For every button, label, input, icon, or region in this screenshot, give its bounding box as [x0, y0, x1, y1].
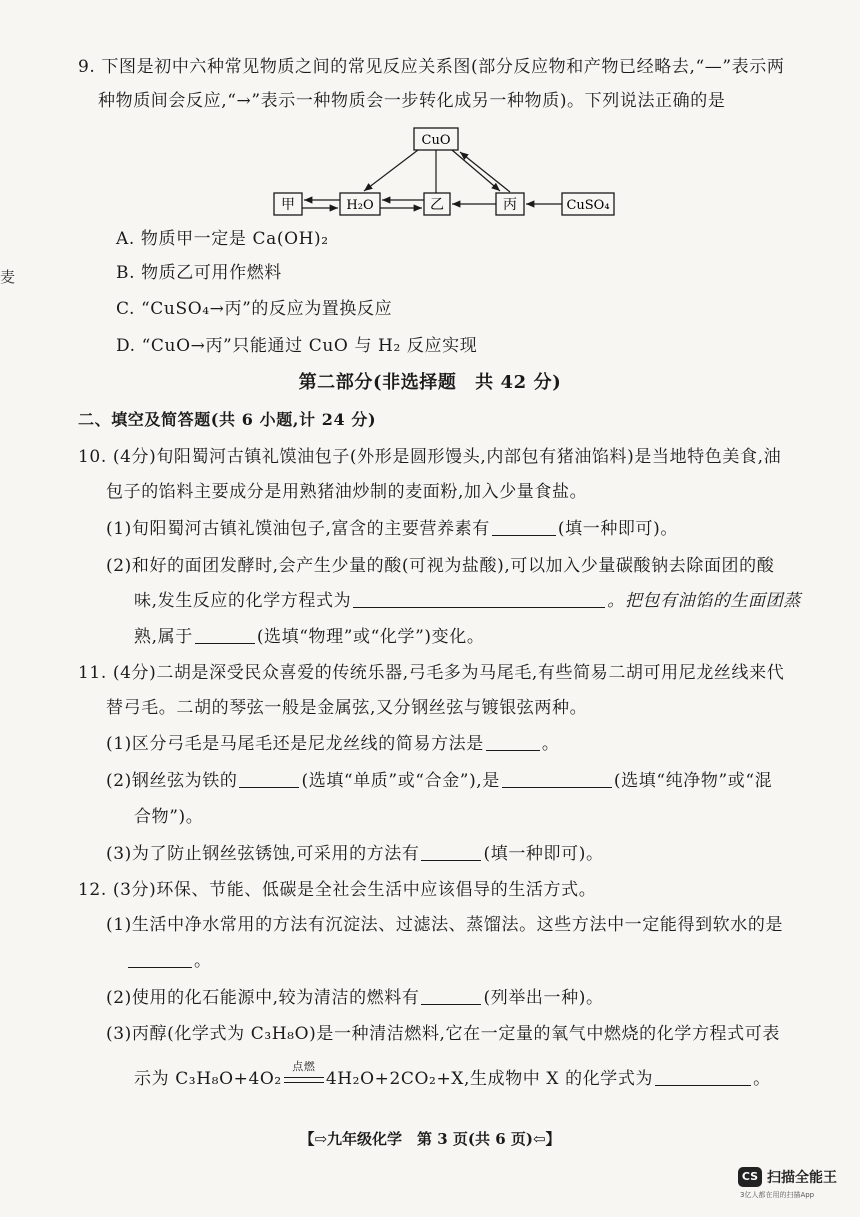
reaction-diagram — [0, 120, 860, 230]
q11-sub2-blank1[interactable] — [239, 771, 299, 788]
q10-sub1-blank[interactable] — [492, 519, 556, 536]
q12-sub3-tail: 。 — [753, 1069, 771, 1089]
logo-badge: CS — [738, 1167, 762, 1187]
q10-sub1-tail: (填一种即可)。 — [557, 519, 678, 539]
q11-sub1-text: (1)区分弓毛是马尾毛还是尼龙丝线的简易方法是 — [106, 734, 484, 754]
q11-sub2-mid: (选填“单质”或“合金”),是 — [301, 771, 500, 791]
label-cuo: CuO — [421, 133, 451, 148]
condition-label: 点燃 — [292, 1060, 316, 1073]
q10-sub1 — [106, 518, 678, 540]
part2-title: 第二部分(非选择题 共 42 分) — [298, 372, 562, 393]
arrow-cuo-to-h2o — [364, 150, 418, 191]
label-bing: 丙 — [503, 197, 517, 213]
q12-stem: 12. (3分)环保、节能、低碳是全社会生活中应该倡导的生活方式。 — [78, 880, 597, 900]
q12-sub2-tail: (列举出一种)。 — [483, 988, 604, 1008]
q10-sub2-choice: (选填“物理”或“化学”)变化。 — [256, 627, 485, 647]
logo-name: 扫描全能王 — [767, 1170, 837, 1186]
q12-sub2-blank[interactable] — [421, 988, 481, 1005]
q12-sub3-line2 — [134, 1060, 771, 1090]
label-h2o: H₂O — [346, 198, 374, 213]
q11-sub1-blank[interactable] — [486, 734, 540, 751]
q9-stem-line1: 9. 下图是初中六种常见物质之间的常见反应关系图(部分反应物和产物已经略去,“—”表示两 — [78, 57, 785, 77]
q10-sub2-line2 — [134, 590, 801, 612]
arrow-cuo-to-bing — [452, 150, 500, 191]
section-heading: 二、填空及简答题(共 6 小题,计 24 分) — [78, 410, 377, 429]
q9-stem-line2: 种物质间会反应,“→”表示一种物质会一步转化成另一种物质)。下列说法正确的是 — [98, 91, 726, 111]
q10-sub2-equation-blank[interactable] — [353, 591, 605, 608]
q9-option-a: A. 物质甲一定是 Ca(OH)₂ — [116, 229, 329, 249]
q11-sub3 — [106, 843, 604, 865]
reaction-condition — [282, 1060, 326, 1090]
q12-sub1-blank[interactable] — [128, 951, 192, 968]
q11-sub1-tail: 。 — [541, 734, 560, 754]
q12-sub1-line1: (1)生活中净水常用的方法有沉淀法、过滤法、蒸馏法。这些方法中一定能得到软水的是 — [106, 915, 784, 935]
q11-sub2-line2: 合物”)。 — [134, 807, 204, 827]
q11-sub3-tail: (填一种即可)。 — [483, 844, 604, 864]
q10-sub2-change-blank[interactable] — [195, 627, 255, 644]
q11-sub2-tail: (选填“纯净物”或“混 — [613, 771, 773, 791]
q11-sub2-blank2[interactable] — [502, 771, 612, 788]
q10-sub2-shu: 熟,属于 — [134, 627, 193, 647]
q12-sub1-tail: 。 — [194, 951, 212, 971]
q10-sub2-text: 味,发生反应的化学方程式为 — [134, 591, 352, 611]
q12-sub3-reactants: 示为 C₃H₈O+4O₂ — [134, 1069, 282, 1089]
margin-character: 麦 — [0, 268, 16, 286]
q11-sub2-line1 — [106, 770, 772, 792]
q12-sub3-blank[interactable] — [655, 1069, 751, 1086]
q9-option-d: D. “CuO→丙”只能通过 CuO 与 H₂ 反应实现 — [116, 336, 478, 356]
q12-sub2 — [106, 987, 604, 1009]
arrow-bing-to-cuo — [460, 152, 510, 192]
q9-option-c: C. “CuSO₄→丙”的反应为置换反应 — [116, 299, 393, 319]
q11-sub3-blank[interactable] — [421, 844, 481, 861]
logo-tagline: 3亿人都在用的扫描App — [740, 1191, 815, 1199]
q12-sub3-products: 4H₂O+2CO₂+X,生成物中 X 的化学式为 — [325, 1069, 654, 1089]
q11-sub2-text: (2)钢丝弦为铁的 — [106, 771, 238, 791]
q11-stem-line2: 替弓毛。二胡的琴弦一般是金属弦,又分钢丝弦与镀银弦两种。 — [106, 698, 588, 718]
q10-sub2-line1: (2)和好的面团发酵时,会产生少量的酸(可视为盐酸),可以加入少量碳酸钠去除面团的酸 — [106, 556, 775, 576]
label-yi: 乙 — [430, 197, 444, 213]
scanner-watermark — [738, 1165, 850, 1205]
q10-sub2-line3 — [134, 626, 484, 648]
q10-stem-line2: 包子的馅料主要成分是用熟猪油炒制的麦面粉,加入少量食盐。 — [106, 482, 588, 502]
q10-stem-line1: 10. (4分)旬阳蜀河古镇礼馍油包子(外形是圆形馒头,内部包有猪油馅料)是当地特色美食,油 — [78, 447, 782, 467]
q10-sub2-tail: 。把包有油馅的生面团蒸 — [607, 591, 801, 611]
q10-sub1-text: (1)旬阳蜀河古镇礼馍油包子,富含的主要营养素有 — [106, 519, 490, 539]
q12-sub1-line2 — [126, 950, 212, 972]
label-cuso4: CuSO₄ — [566, 198, 610, 213]
q12-sub2-text: (2)使用的化石能源中,较为清洁的燃料有 — [106, 988, 420, 1008]
q11-sub1 — [106, 733, 560, 755]
page-footer: 【⇨九年级化学 第 3 页(共 6 页)⇦】 — [299, 1130, 561, 1148]
label-jia: 甲 — [281, 197, 295, 213]
q11-stem-line1: 11. (4分)二胡是深受民众喜爱的传统乐器,弓毛多为马尾毛,有些简易二胡可用尼龙丝线来代 — [78, 663, 785, 683]
q9-option-b: B. 物质乙可用作燃料 — [116, 263, 282, 283]
q12-sub3-line1: (3)丙醇(化学式为 C₃H₈O)是一种清洁燃料,它在一定量的氧气中燃烧的化学方程式可表 — [106, 1024, 780, 1044]
q11-sub3-text: (3)为了防止钢丝弦锈蚀,可采用的方法有 — [106, 844, 420, 864]
